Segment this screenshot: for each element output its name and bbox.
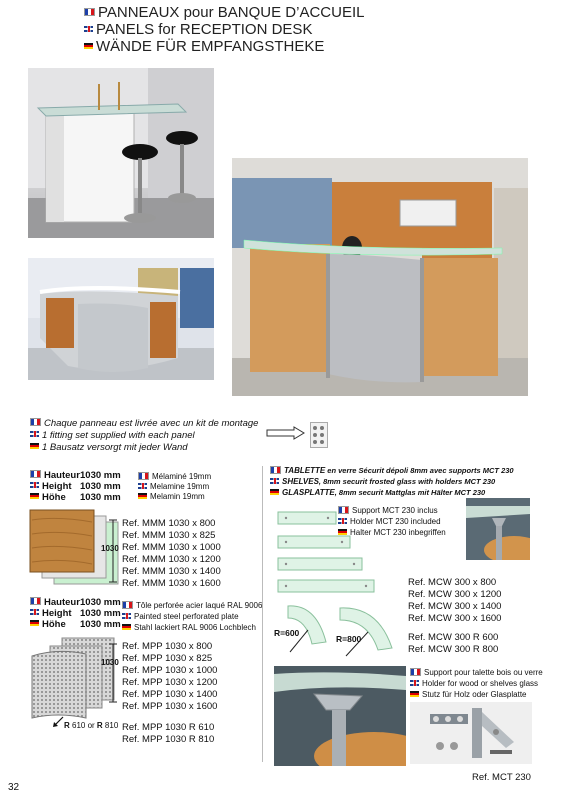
uk-flag-icon — [138, 483, 147, 489]
ref-item: Ref. MCW 300 R 800 — [408, 644, 499, 655]
perforated-dimension-line — [108, 642, 118, 704]
ref-item: Ref. MPP 1030 x 1400 — [122, 689, 218, 700]
german-flag-icon — [122, 624, 131, 630]
shelf-title-fr: TABLETTE en verre Sécurit dépoli 8mm avec supports MCT 230 — [270, 466, 514, 477]
melamine-height-value: 1030 mm — [80, 492, 121, 503]
ref-item: Ref. MPP 1030 x 1000 — [122, 665, 218, 676]
perf-height-value: 1030 mm — [80, 619, 121, 630]
ref-item: Ref. MPP 1030 x 1200 — [122, 677, 218, 688]
arrow-right-icon — [266, 426, 306, 440]
perf-mat-de: Stahl lackiert RAL 9006 Lochblech — [122, 623, 256, 634]
perf-height-value: 1030 mm — [80, 597, 121, 608]
ref-item: Ref. MPP 1030 x 825 — [122, 653, 213, 664]
melamine-height-fr: Hauteur — [30, 470, 80, 482]
holder-photo-large — [274, 666, 406, 766]
fitting-de: 1 Bausatz versorgt mit jeder Wand — [30, 442, 188, 454]
photo-reception-curved — [28, 258, 214, 380]
french-flag-icon — [270, 466, 281, 474]
title-fr-text: PANNEAUX pour BANQUE D’ACCUEIL — [98, 4, 365, 21]
title-de-text: WÄNDE FÜR EMPFANGSTHEKE — [96, 38, 325, 55]
melamine-refs — [122, 518, 221, 590]
title-fr — [84, 4, 364, 21]
german-flag-icon — [30, 493, 39, 499]
radius-600-label: R=600 — [274, 628, 300, 638]
holder-parts-photo — [410, 702, 532, 764]
ref-item: Ref. MPP 1030 x 800 — [122, 641, 213, 652]
french-flag-icon — [30, 597, 41, 605]
holder-de: Stutz für Holz oder Glasplatte — [410, 690, 527, 701]
perforated-refs — [122, 641, 217, 713]
photo-reception-bar — [28, 68, 214, 238]
melamine-height-value: 1030 mm — [80, 481, 121, 492]
german-flag-icon — [138, 493, 147, 499]
ref-item: Ref. MMM 1030 x 1600 — [122, 578, 221, 589]
holder-ref: Ref. MCT 230 — [472, 772, 531, 783]
fitting-kit-icon — [310, 422, 328, 448]
radius-label: R 610 or R 810 — [64, 721, 119, 730]
shelf-refs-r — [408, 632, 498, 656]
melamine-mat-en: Melamine 19mm — [138, 482, 209, 493]
german-flag-icon — [410, 691, 419, 697]
melamine-dimension-label: 1030 — [101, 544, 119, 553]
shelf-refs — [408, 577, 501, 625]
ref-item: Ref. MMM 1030 x 1200 — [122, 554, 221, 565]
ref-item: Ref. MPP 1030 x 1600 — [122, 701, 218, 712]
shelf-title-de: GLASPLATTE, 8mm securit Mattglas mit Hälter MCT 230 — [270, 488, 485, 499]
french-flag-icon — [84, 8, 95, 16]
fitting-fr: Chaque panneau est livrée avec un kit de montage — [30, 418, 258, 430]
fitting-en: 1 fitting set supplied with each panel — [30, 430, 195, 442]
uk-flag-icon — [270, 478, 279, 484]
german-flag-icon — [30, 443, 39, 449]
ref-item: Ref. MMM 1030 x 825 — [122, 530, 216, 541]
ref-item: Ref. MCW 300 x 800 — [408, 577, 497, 588]
ref-item: Ref. MMM 1030 x 800 — [122, 518, 216, 529]
french-flag-icon — [30, 470, 41, 478]
perf-mat-fr: Tôle perforée acier laqué RAL 9006 — [122, 601, 262, 612]
page-number: 32 — [8, 782, 20, 793]
perf-height-fr: Hauteur — [30, 597, 80, 609]
melamine-height-de: Höhe — [30, 492, 66, 504]
photo-reception-desk — [232, 158, 528, 396]
holder-photo-small — [466, 498, 530, 560]
radius-arrow-icon — [52, 716, 64, 728]
title-de — [84, 38, 324, 55]
perforated-refs-r — [122, 722, 214, 746]
ref-item: Ref. MMM 1030 x 1400 — [122, 566, 221, 577]
uk-flag-icon — [122, 613, 131, 619]
perf-mat-en: Painted steel perforated plate — [122, 612, 239, 623]
shelf-title-en: SHELVES, 8mm securit frosted glass with holders MCT 230 — [270, 477, 495, 488]
holder-fr: Support pour talette bois ou verre — [410, 668, 543, 679]
uk-flag-icon — [84, 26, 93, 32]
french-flag-icon — [30, 418, 41, 426]
perf-height-value: 1030 mm — [80, 608, 121, 619]
german-flag-icon — [30, 620, 39, 626]
radius-800-label: R=800 — [336, 634, 362, 644]
melamine-height-value: 1030 mm — [80, 470, 121, 481]
support-de: Halter MCT 230 inbegriffen — [338, 528, 446, 539]
uk-flag-icon — [410, 680, 419, 686]
support-en: Holder MCT 230 included — [338, 517, 441, 528]
section-divider — [262, 466, 263, 762]
german-flag-icon — [270, 489, 279, 495]
french-flag-icon — [138, 472, 149, 480]
ref-item: Ref. MCW 300 R 600 — [408, 632, 499, 643]
melamine-height-en: Height — [30, 481, 72, 493]
title-en — [84, 21, 312, 38]
ref-item: Ref. MCW 300 x 1200 — [408, 589, 502, 600]
french-flag-icon — [122, 601, 133, 609]
title-en-text: PANELS for RECEPTION DESK — [96, 21, 313, 38]
melamine-mat-de: Melamin 19mm — [138, 492, 205, 503]
perforated-dimension-label: 1030 — [101, 658, 119, 667]
melamine-mat-fr: Mélaminé 19mm — [138, 472, 211, 483]
ref-item: Ref. MMM 1030 x 1000 — [122, 542, 221, 553]
uk-flag-icon — [30, 482, 39, 488]
ref-item: Ref. MPP 1030 R 810 — [122, 734, 215, 745]
ref-item: Ref. MCW 300 x 1600 — [408, 613, 502, 624]
support-fr: Support MCT 230 inclus — [338, 506, 438, 517]
german-flag-icon — [84, 43, 93, 49]
perf-height-de: Höhe — [30, 619, 66, 631]
uk-flag-icon — [30, 609, 39, 615]
holder-en: Holder for wood or shelves glass — [410, 679, 538, 690]
perf-height-en: Height — [30, 608, 72, 620]
french-flag-icon — [410, 668, 421, 676]
ref-item: Ref. MPP 1030 R 610 — [122, 722, 215, 733]
ref-item: Ref. MCW 300 x 1400 — [408, 601, 502, 612]
uk-flag-icon — [30, 431, 39, 437]
